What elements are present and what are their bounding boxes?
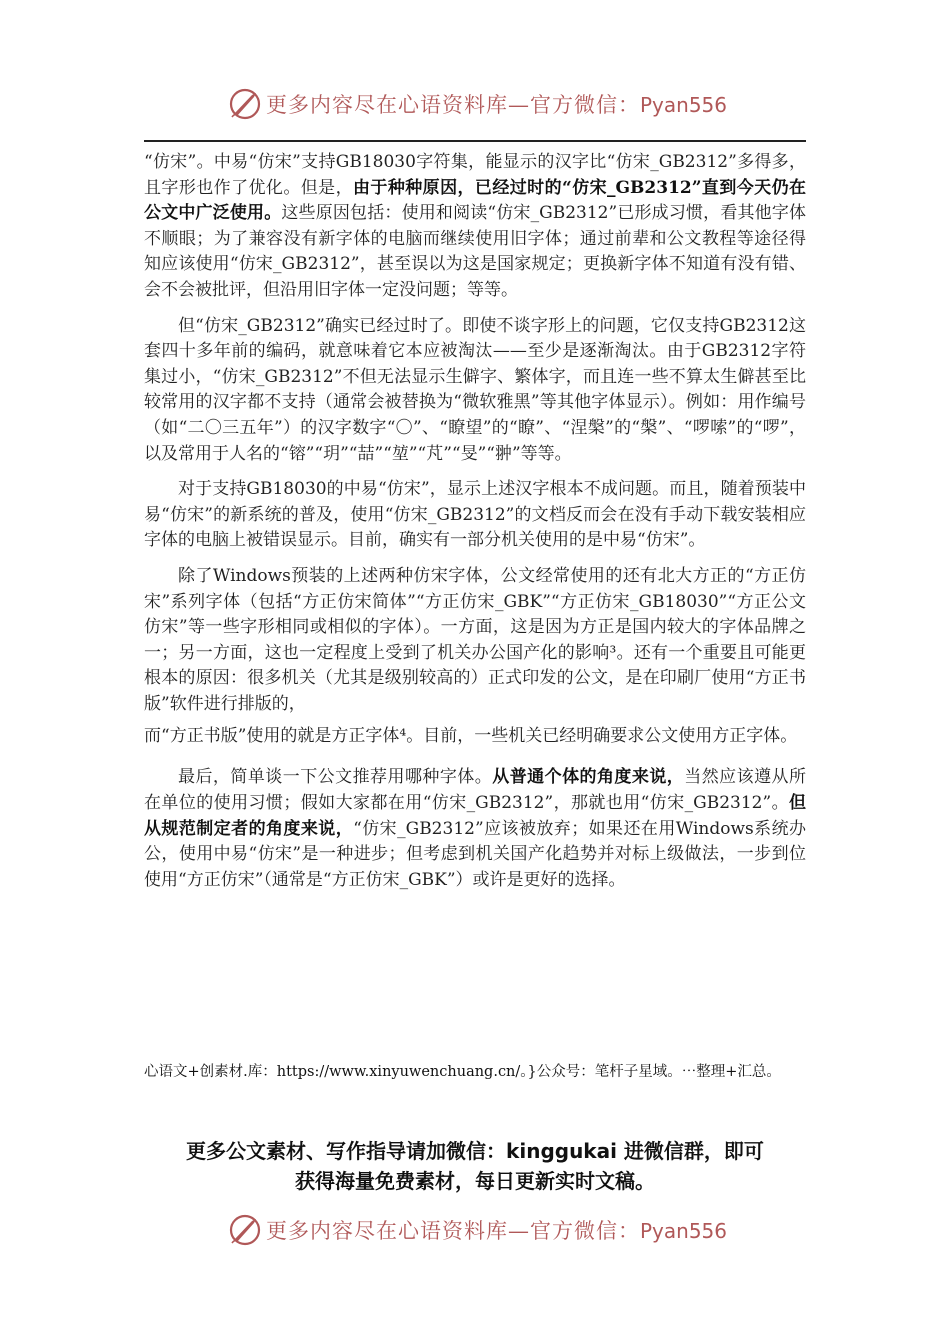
banner-text: 更多内容尽在心语资料库—官方微信：Pyan556 xyxy=(266,93,728,117)
source-note: 心语文+创素材.库：https://www.xinyuwenchuang.cn/。}公众号：笔杆子星域。⋯整理+汇总。 xyxy=(144,1064,781,1080)
footer-banner xyxy=(0,1210,950,1250)
paragraph-2: 但“仿宋_GB2312”确实已经过时了。即使不谈字形上的问题，它仅支持GB2312这套四十多年前的编码，就意味着它本应被淘汰——至少是逐渐淘汰。由于GB2312字符集过小，“仿宋_GB2312”不但无法显示生僻字、繁体字，而且连一些不算太生僻甚至比较常用的汉字都不支持（通常会被替换为“微软雅黑”等其他字体显示）。例如：用作编号（如“二〇三五年”）的汉字数字“〇”、“瞭望”的“瞭”、“涅槃”的“槃”、“啰嗦”的“啰”，以及常用于人名的“镕”“玥”“喆”“堃”“芃”“旻”“翀”等等。 xyxy=(144,315,806,464)
paragraph-3: 对于支持GB18030的中易“仿宋”，显示上述汉字根本不成问题。而且，随着预装中易“仿宋”的新系统的普及，使用“仿宋_GB2312”的文档反而会在没有手动下载安装相应字体的电脑上被错误显示。目前，确实有一部分机关使用的是中易“仿宋”。 xyxy=(144,479,806,551)
brush-logo-icon xyxy=(228,1213,262,1247)
header-banner xyxy=(0,84,950,124)
document-body xyxy=(144,150,806,893)
paragraph-4-end: 而“方正书版”使用的就是方正字体⁴。目前，一些机关已经明确要求公文使用方正字体。 xyxy=(144,726,798,747)
promo-line-2: 获得海量免费素材，每日更新实时文稿。 xyxy=(295,1169,655,1193)
paragraph-5: 最后，简单谈一下公文推荐用哪种字体。从普通个体的角度来说，当然应该遵从所在单位的使用习惯；假如大家都在用“仿宋_GB2312”，那就也用“仿宋_GB2312”。但从规范制定者的角度来说，“仿宋_GB2312”应该被放弃；如果还在用Windows系统办公，使用中易“仿宋”是一种进步；但考虑到机关国产化趋势并对标上级做法，一步到位使用“方正仿宋”（通常是“方正仿宋_GBK”）或许是更好的选择。 xyxy=(144,767,807,890)
promo-text xyxy=(0,1136,950,1196)
paragraph-1: “仿宋”。中易“仿宋”支持GB18030字符集，能显示的汉字比“仿宋_GB2312”多得多，且字形也作了优化。但是，由于种种原因，已经过时的“仿宋_GB2312”直到今天仍在公文中广泛使用。这些原因包括：使用和阅读“仿宋_GB2312”已形成习惯，看其他字体不顺眼；为了兼容没有新字体的电脑而继续使用旧字体；通过前辈和公文教程等途径得知应该使用“仿宋_GB2312”，甚至误以为这是国家规定；更换新字体不知道有没有错、会不会被批评，但沿用旧字体一定没问题；等等。 xyxy=(144,152,807,300)
header-rule xyxy=(144,140,806,142)
promo-line-1: 更多公文素材、写作指导请加微信：kinggukai 进微信群，即可 xyxy=(186,1139,764,1163)
brush-logo-icon xyxy=(228,87,262,121)
banner-text: 更多内容尽在心语资料库—官方微信：Pyan556 xyxy=(266,1219,728,1243)
paragraph-4: 除了Windows预装的上述两种仿宋字体，公文经常使用的还有北大方正的“方正仿宋”系列字体（包括“方正仿宋简体”“方正仿宋_GBK”“方正仿宋_GB18030”“方正公文仿宋”等一些字形相同或相似的字体）。一方面，这是因为方正是国内较大的字体品牌之一；另一方面，这也一定程度上受到了机关办公国产化的影响³。还有一个重要且可能更根本的原因：很多机关（尤其是级别较高的）正式印发的公文，是在印刷厂使用“方正书版”软件进行排版的， xyxy=(144,565,806,714)
